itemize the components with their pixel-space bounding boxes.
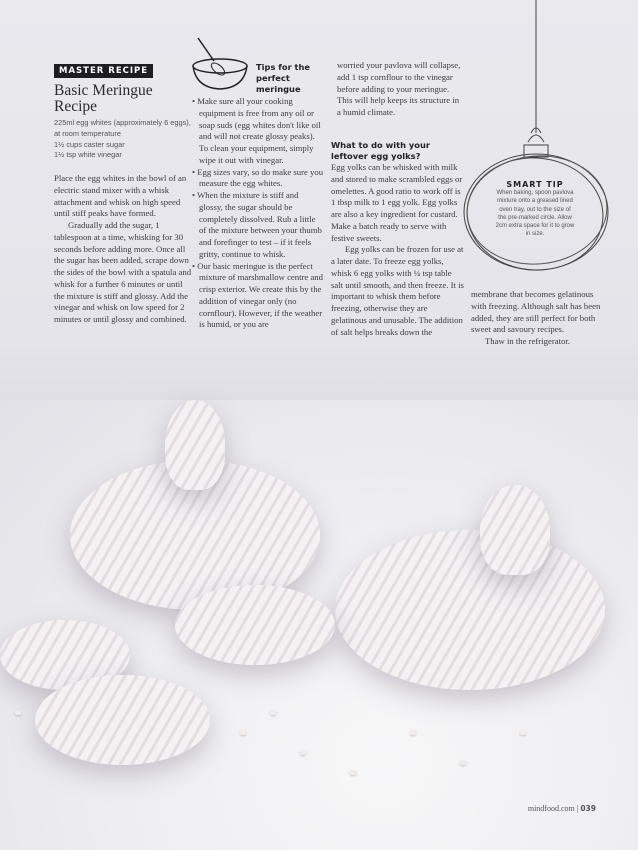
yolks-paragraph: Thaw in the refrigerator.: [485, 336, 570, 346]
recipe-title: Basic Meringue Recipe: [54, 82, 153, 115]
yolks-continued: [471, 289, 606, 348]
meringue-broken: [175, 585, 335, 665]
smart-tip: [495, 180, 575, 239]
page-footer: [528, 804, 596, 813]
master-recipe-badge: MASTER RECIPE: [54, 64, 153, 78]
bauble-ornament-icon: [455, 0, 615, 290]
tips-list: [192, 96, 324, 331]
tip-item: • Egg sizes vary, so do make sure you measure the egg whites.: [192, 167, 324, 191]
method-column: [54, 173, 192, 326]
ingredient: 225ml egg whites (approximately 6 eggs), at room temperature: [54, 118, 191, 138]
ingredient: 1½ cups caster sugar: [54, 139, 125, 149]
tip-item: • Make sure all your cooking equipment is free from any oil or soap suds (egg whites don't like oil and will not create glossy peaks). To clean your equipment, simply wipe it out with vinegar.: [192, 96, 324, 167]
meringue-peak: [165, 400, 225, 490]
yolks-heading: What to do with your leftover egg yolks?: [331, 140, 430, 161]
method-paragraph: Place the egg whites in the bowl of an electric stand mixer with a whisk attachment and whisk on high speed until stiff peaks have formed.: [54, 173, 187, 219]
yolks-paragraph: membrane that becomes gelatinous with freezing. Although salt has been added, they are still perfect for both sweet and savoury recipes.: [471, 289, 601, 335]
tips-continued: worried your pavlova will collapse, add 1 tsp cornflour to the vinegar before adding to your meringue. This will help keeps its structure in a humid climate.: [337, 60, 461, 117]
whisk-bowl-icon: [190, 36, 252, 92]
meringue-large-right: [335, 530, 605, 690]
footer-separator: |: [574, 804, 581, 813]
tip-item: • When the mixture is stiff and glossy, the sugar should be completely dissolved. Rub a little of the mixture between your thumb and forefinger to test – if it feels gritty, continue to whisk.: [192, 190, 324, 261]
method-paragraph: Gradually add the sugar, 1 tablespoon at a time, whisking for 30 seconds before adding more. Once all the sugar has been added, scrape down the sides of the bowl with a spatula and whisk for a further 6 minutes or until the mixture is stiff and glossy. Add the vinegar and whisk on low speed for 2 minutes or until glossy and combined.: [54, 220, 192, 324]
ingredients-list: [54, 118, 194, 161]
tip-item: • Our basic meringue is the perfect mixture of marshmallow centre and crisp exterior. We create this by the addition of vinegar only (no cornflour). However, if the weather is humid, or you are: [192, 261, 324, 332]
yolks-section: [331, 140, 465, 338]
yolks-paragraph: Egg yolks can be whisked with milk and stored to make scrambled eggs or omelettes. A good ratio to work off is 1 tbsp milk to 1 egg yolk. Egg yolks are also a key ingredient for custard. Make a batch ready to serve with festive sweets.: [331, 162, 463, 243]
smart-tip-heading: SMART TIP: [506, 180, 564, 189]
footer-site: mindfood.com: [527, 804, 575, 813]
page-number: 039: [580, 804, 596, 813]
ingredient: 1½ tsp white vinegar: [54, 150, 122, 160]
smart-tip-text: When baking, spoon pavlova mixture onto a greased lined oven tray, out to the size of the pre-marked circle. Allow 2cm extra space for it to grow in size.: [495, 190, 575, 238]
meringue-broken: [35, 675, 210, 765]
meringue-photo: [0, 400, 638, 850]
meringue-peak: [480, 485, 550, 575]
tips-heading: Tips for the perfect meringue: [256, 62, 311, 94]
yolks-paragraph: Egg yolks can be frozen for use at a later date. To freeze egg yolks, whisk 6 egg yolks with ¼ tsp table salt until smooth, and then freeze. It is important to whisk them before freezing, otherwise they are gelatinous and unusable. The addition of salt helps breaks down the: [331, 244, 464, 337]
